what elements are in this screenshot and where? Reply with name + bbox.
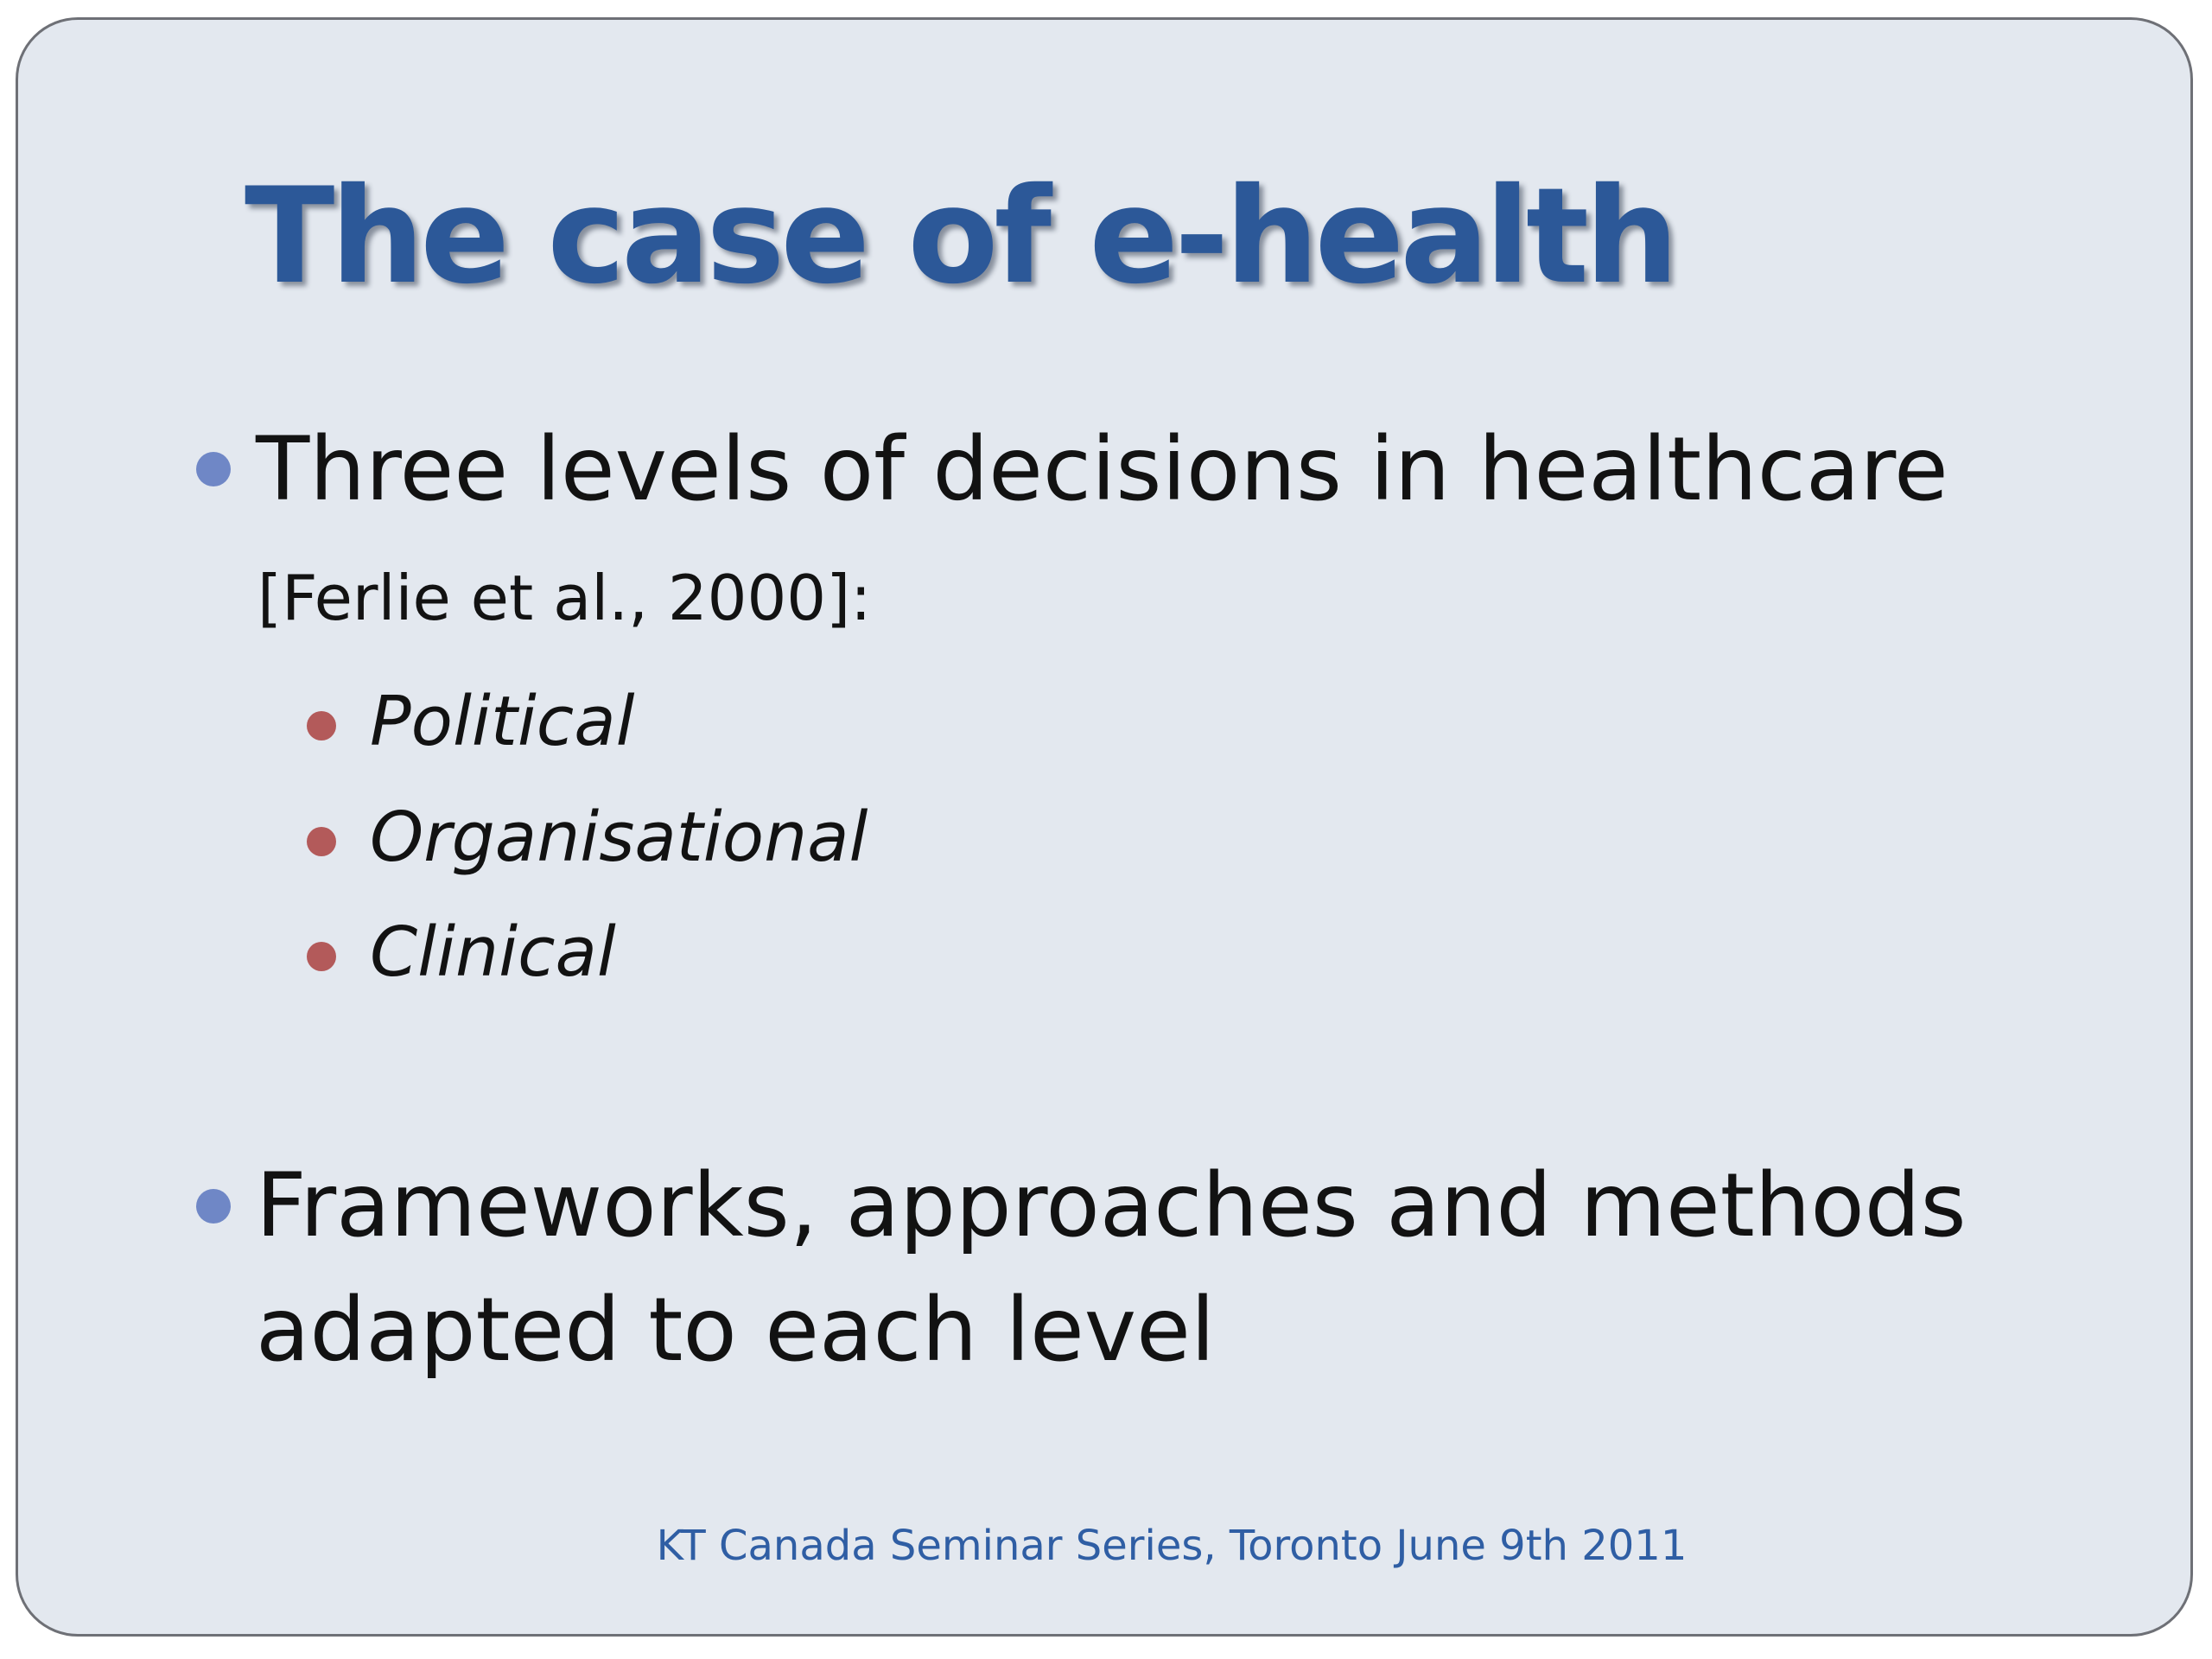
sub-bullet-political: Political: [370, 682, 635, 761]
sub-bullet-dot-icon: [307, 942, 336, 971]
sub-bullet-organisational: Organisational: [370, 798, 868, 877]
bullet-text: Three levels of decisions in healthcare: [256, 418, 1948, 521]
sub-bullet-dot-icon: [307, 827, 336, 856]
slide: [16, 17, 2193, 1637]
slide-footer: KT Canada Seminar Series, Toronto June 9th 2011: [656, 1522, 1688, 1570]
bullet-text-continued: adapted to each level: [256, 1279, 1216, 1382]
bullet-text: Frameworks, approaches and methods: [256, 1154, 1967, 1257]
bullet-dot-icon: [196, 452, 231, 486]
sub-bullet-dot-icon: [307, 711, 336, 741]
sub-bullet-clinical: Clinical: [370, 912, 616, 992]
slide-title: The case of e-health: [245, 160, 1675, 314]
citation-text: [Ferlie et al., 2000]:: [257, 562, 872, 634]
bullet-dot-icon: [196, 1189, 231, 1224]
